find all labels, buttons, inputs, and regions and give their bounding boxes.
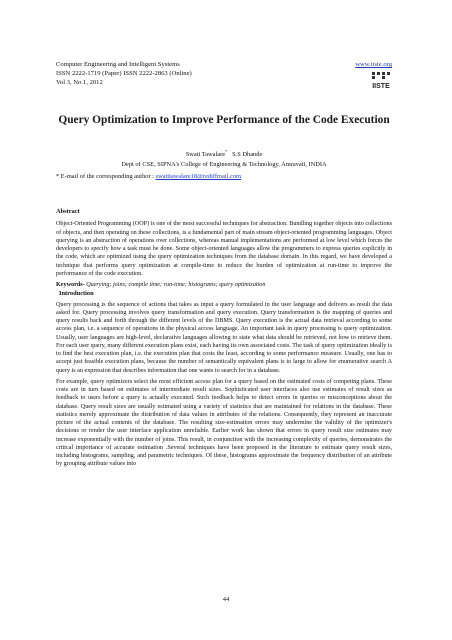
iiste-logo-icon — [370, 70, 392, 92]
affiliation: Dept of CSE, SIPNA's College of Engineering & Technology, Amravati, INDIA — [121, 161, 327, 168]
author-2: S.S Dhande — [232, 151, 263, 159]
paper-body — [56, 208, 392, 472]
abstract-text: Object-Oriented Programming (OOP) is one of the most successful techniques for abstraction. Bundling together objects into collections of objects, and then operating on these collections, is a fundamental part of main stream object-oriented programming languages. Object querying is an abstraction of operations over collections, whereas manual implementations are performed at low level which forces the developers to specify how a task must be done. Some object-oriented languages allow the programmers to express queries explicitly in the code, which are optimized using the query optimization techniques from the database domain. In this regard, we have developed a technique that performs query optimization at compile-time to reduce the burden of optimization at run-time to improve the performance of the code execution. — [56, 221, 392, 277]
email-prefix: * E-mail of the corresponding author : — [56, 173, 154, 180]
journal-url-link[interactable]: www.iiste.org — [355, 61, 392, 68]
journal-name: Computer Engineering and Intelligent Systems — [56, 61, 180, 68]
author-line — [56, 147, 392, 159]
introduction-heading: Introduction — [59, 290, 94, 298]
abstract-heading: Abstract — [56, 208, 80, 215]
corresponding-mark: * — [225, 149, 228, 154]
keywords-line — [56, 281, 392, 289]
logo-text: IISTE — [372, 83, 390, 90]
page-number: 44 — [222, 596, 230, 603]
intro-paragraph-1: Query processing is the sequence of actions that takes as input a query formulated in the user language and delivers as result the data asked for. Query processing involves query transformation and query execution. Query transformation is the mapping of queries and query results back and forth through the different levels of the DBMS. Query execution is the actual data retrieval according to some access plan, i.e. a sequence of operations in the physical access language. An important task in query processing is query optimization. Usually, user languages are high-level, declarative languages allowing to state what data should be retrieved, not how to retrieve them. For each user query, many different execution plans exist, each having its own associated costs. The task of query optimization ideally is to find the best execution plan, i.e. the execution plan that costs the least, according to some performance measure. Usually, one has to accept just feasible execution plans, because the number of semantically equivalent plans is to large to allow for enumerative search A query is an expression that describes information that one wants to search for in a database. — [56, 301, 392, 374]
intro-paragraph-2: For example, query optimizers select the most efficient access plan for a query based on the estimated costs of competing plans. These costs are in turn based on estimates of intermediate result sizes. Sophisticated user interfaces also use estimates of result sizes as feedback to users before a query is actually executed. Such feedback helps to detect errors in queries or misconceptions about the database. Query result sizes are usually estimated using a variety of statistics that are maintained for relations in the database. These statistics merely approximate the distribution of data values in attributes of the relations. Consequently, they represent an inaccurate picture of the actual contents of the database. The resulting size-estimation errors may undermine the validity of the optimizer's decisions or render the user interface application unreliable. Earlier work has shown that errors in query result size estimates may increase exponentially with the number of joins. This result, in conjunction with the increasing complexity of queries, demonstrates the critical importance of accurate estimation .Several techniques have been proposed in the literature to estimate query result sizes, including histograms, sampling, and parametric techniques. Of these, histograms approximate the frequency distribution of an attribute by grouping attribute values into — [56, 378, 392, 468]
email-line — [56, 172, 392, 181]
author-1: Swati Tawalare — [185, 151, 226, 159]
volume-line: Vol 3, No.1, 2012 — [56, 79, 103, 87]
keywords-list: Querying; joins; compile time; run-time; histograms; query optimization — [84, 282, 266, 288]
paper-title: Query Optimization to Improve Performance of the Code Execution — [58, 114, 390, 126]
keywords-label: Keywords- — [56, 282, 85, 288]
issn-line: ISSN 2222-1719 (Paper) ISSN 2222-2863 (Online) — [56, 70, 192, 78]
journal-header — [56, 60, 392, 88]
email-link[interactable]: swatitawalare18@rediffmail.com — [155, 173, 242, 180]
